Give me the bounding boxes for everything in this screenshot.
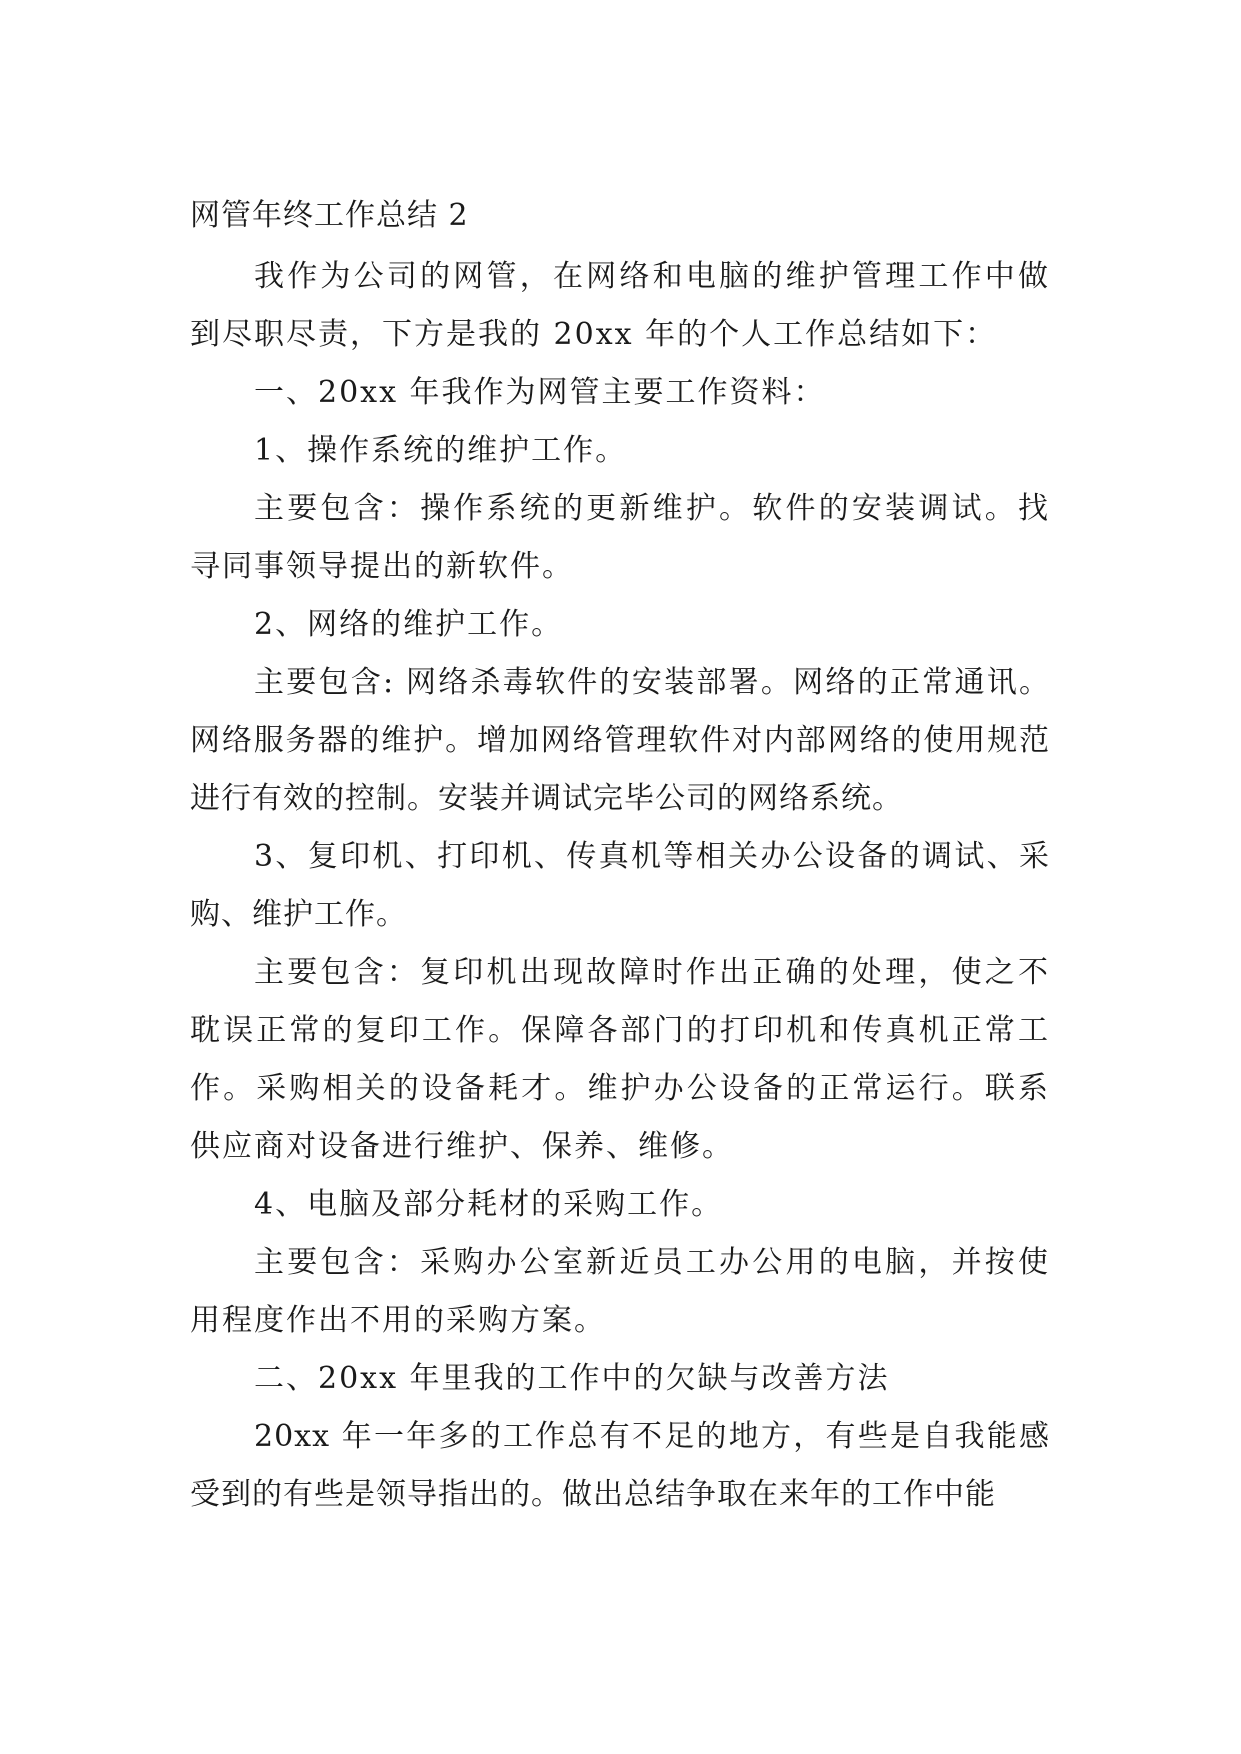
item-detail-2: 主要包含: 网络杀毒软件的安装部署。网络的正常通讯。网络服务器的维护。增加网络管理软件对内部网络的使用规范进行有效的控制。安装并调试完毕公司的网络系统。 xyxy=(190,665,1050,816)
item-heading-1: 1、操作系统的维护工作。 xyxy=(254,433,628,468)
item-detail-1: 主要包含：操作系统的更新维护。软件的安装调试。找寻同事领导提出的新软件。 xyxy=(190,491,1050,584)
item-detail-3: 主要包含：复印机出现故障时作出正确的处理，使之不耽误正常的复印工作。保障各部门的打印机和传真机正常工作。采购相关的设备耗才。维护办公设备的正常运行。联系供应商对设备进行维护、保养、维修。 xyxy=(190,955,1050,1164)
item-heading-2: 2、网络的维护工作。 xyxy=(254,607,564,642)
document-body xyxy=(190,196,1050,1524)
intro-paragraph: 我作为公司的网管，在网络和电脑的维护管理工作中做到尽职尽责，下方是我的 20xx 年的个人工作总结如下： xyxy=(190,259,1050,352)
item-heading-3: 3、复印机、打印机、传真机等相关办公设备的调试、采购、维护工作。 xyxy=(190,839,1050,932)
section-heading-1: 一、20xx 年我作为网管主要工作资料： xyxy=(254,375,826,410)
section-heading-2: 二、20xx 年里我的工作中的欠缺与改善方法 xyxy=(254,1361,890,1396)
item-heading-4: 4、电脑及部分耗材的采购工作。 xyxy=(254,1187,724,1222)
item-detail-4: 主要包含：采购办公室新近员工办公用的电脑，并按使用程度作出不用的采购方案。 xyxy=(190,1245,1050,1338)
document-title: 网管年终工作总结 2 xyxy=(190,198,469,233)
closing-paragraph: 20xx 年一年多的工作总有不足的地方，有些是自我能感受到的有些是领导指出的。做出总结争取在来年的工作中能 xyxy=(190,1419,1050,1512)
